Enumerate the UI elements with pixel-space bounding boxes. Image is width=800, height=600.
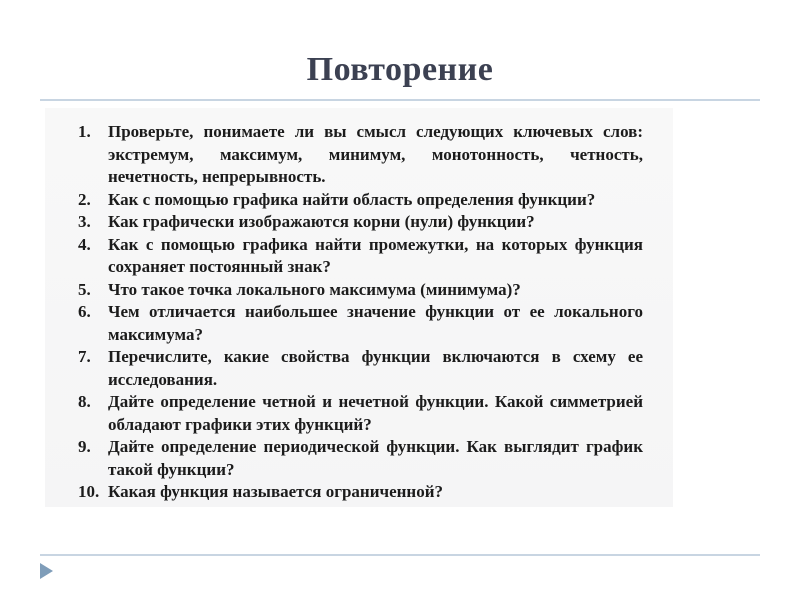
list-item (78, 301, 643, 346)
item-number: 5. (78, 279, 91, 299)
scanned-textbook-excerpt (45, 108, 673, 507)
question-list (45, 108, 673, 504)
item-number: 7. (78, 347, 91, 366)
list-item (78, 189, 643, 212)
item-number: 6. (78, 302, 91, 321)
slide-title: Повторение (306, 51, 494, 88)
list-item (78, 121, 643, 189)
list-item (78, 234, 643, 279)
list-item (78, 279, 643, 302)
item-text: Перечислите, какие свойства функции включаются в схему ее исследования. (108, 347, 643, 389)
list-item (78, 346, 643, 391)
list-item (78, 211, 643, 234)
next-slide-arrow-icon[interactable] (40, 563, 54, 579)
item-text: Проверьте, понимаете ли вы смысл следующих ключевых слов: экстремум, максимум, минимум, монотонность, четность, нечетность, непрерывность. (108, 122, 643, 186)
item-number: 8. (78, 392, 91, 411)
item-number: 4. (78, 234, 91, 254)
item-text: Как с помощью графика найти промежутки, на которых функция сохраняет постоянный знак? (108, 234, 643, 276)
list-item (78, 436, 643, 481)
item-text: Какая функция называется ограниченной? (108, 482, 444, 501)
item-text: Что такое точка локального максимума (минимума)? (108, 279, 521, 299)
footer-divider-line (40, 554, 760, 556)
item-text: Как графически изображаются корни (нули) функции? (108, 212, 535, 231)
item-number: 10. (78, 482, 100, 501)
item-text: Дайте определение периодической функции. Как выглядит график такой функции? (108, 437, 643, 479)
item-number: 2. (78, 189, 91, 209)
item-text: Дайте определение четной и нечетной функции. Какой симметрией обладают графики этих функций? (108, 392, 643, 434)
play-triangle-icon (40, 563, 53, 579)
list-item (78, 481, 643, 504)
title-divider-line (40, 99, 760, 101)
list-item (78, 391, 643, 436)
item-number: 3. (78, 212, 91, 231)
item-number: 9. (78, 437, 91, 456)
item-number: 1. (78, 122, 91, 141)
item-text: Как с помощью графика найти область определения функции? (108, 189, 596, 209)
item-text: Чем отличается наибольшее значение функции от ее локального максимума? (108, 302, 643, 344)
